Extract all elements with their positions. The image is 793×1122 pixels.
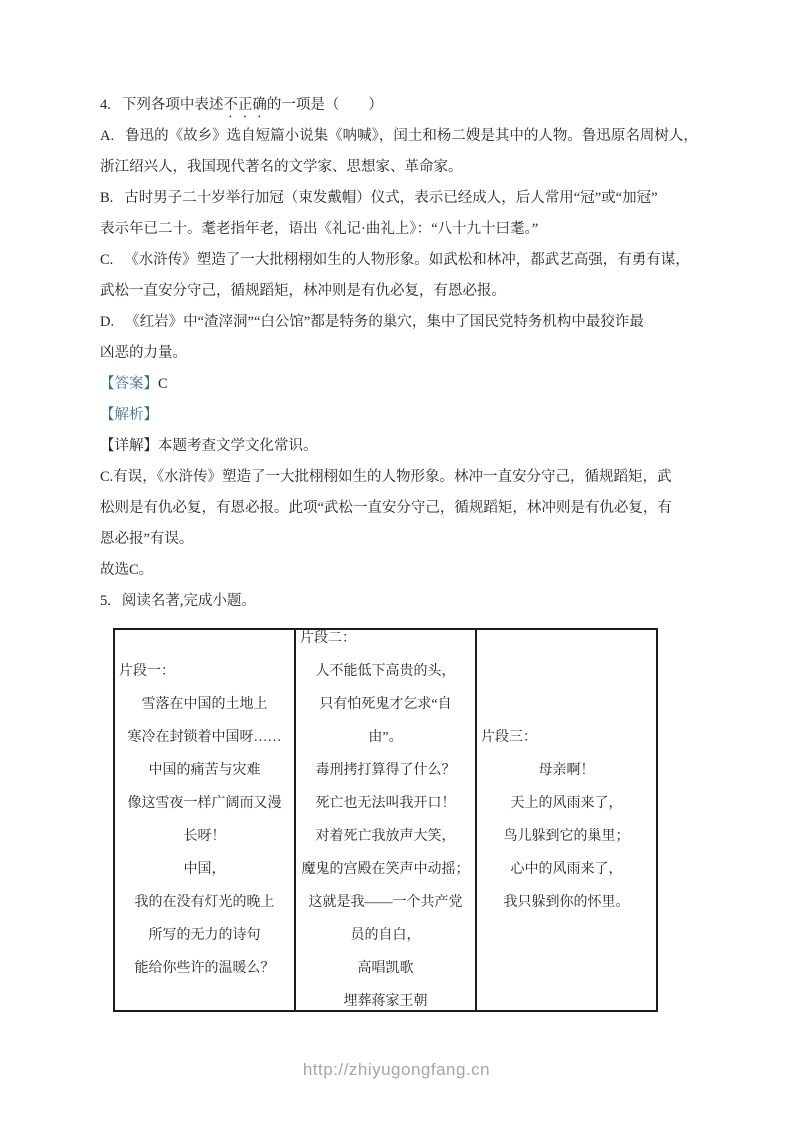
poem-line: 高唱凯歌	[357, 961, 414, 976]
question-4-stem	[100, 90, 692, 121]
question-5-text: 阅读名著,完成小题。	[121, 593, 256, 609]
detail-line	[100, 431, 692, 462]
detail-intro: 本题考查文学文化常识。	[158, 438, 318, 454]
poem-line: 长呀！	[183, 829, 226, 844]
poem-line: 心中的风雨来了，	[510, 862, 623, 877]
poem-line: 魔鬼的宫殿在笑声中动摇；	[301, 862, 470, 877]
option-c-line-2: 武松一直安分守己，循规蹈矩，林冲则是有仇必复，有恩必报。	[100, 283, 506, 299]
poem-line: 死亡也无法叫我开口！	[315, 796, 456, 811]
option-d-text: 《红岩》中“渣滓洞”“白公馆”都是特务的巢穴，集中了国民党特务机构中最狡诈最	[125, 314, 644, 330]
stem-text-suffix: 的一项是（ ）	[266, 97, 383, 113]
explanation-line-2: 松则是有仇必复，有恩必报。此项“武松一直安分守己，循规蹈矩，林冲则是有仇必复，有	[100, 500, 672, 516]
option-a-line-2: 浙江绍兴人，我国现代著名的文学家、思想家、革命家。	[100, 159, 463, 175]
explanation-line-3: 恩必报”有误。	[100, 531, 194, 547]
passage-2-lines	[300, 655, 471, 1010]
passage-1-label: 片段一：	[119, 664, 175, 679]
poem-line: 像这雪夜一样广阔而又漫	[127, 796, 282, 811]
stem-text-prefix: 下列各项中表述	[121, 97, 224, 113]
poem-line: 毒刑拷打算得了什么？	[315, 763, 456, 778]
poem-line: 由”。	[368, 730, 403, 745]
passage-column-2	[296, 630, 477, 1010]
answer-line	[100, 369, 692, 400]
poem-line: 埋葬蒋家王朝	[343, 994, 428, 1009]
passage-2-label: 片段二：	[300, 631, 356, 646]
option-b-text: 古时男子二十岁举行加冠（束发戴帽）仪式，表示已经成人，后人常用“冠”或“加冠”	[124, 190, 658, 206]
option-c-label: C.	[100, 252, 114, 268]
option-b-line-2: 表示年已二十。耄老指年老，语出《礼记·曲礼上》：“八十九十曰耄。”	[100, 221, 539, 237]
poem-line: 只有怕死鬼才乞求“自	[319, 697, 452, 712]
emphasized-text: 不正确	[223, 97, 267, 113]
answer-label: 【答案】	[100, 376, 158, 392]
passage-column-3	[477, 630, 656, 1010]
question-5-stem	[100, 586, 692, 617]
option-a-text: 鲁迅的《故乡》选自短篇小说集《呐喊》，闰土和杨二嫂是其中的人物。鲁迅原名周树人，	[125, 128, 698, 144]
option-b-line-1	[100, 183, 692, 214]
poem-line: 员的自白，	[350, 928, 421, 943]
poem-line: 我只躲到你的怀里。	[503, 895, 630, 910]
option-c-line-1	[100, 245, 692, 276]
poem-line: 天上的风雨来了，	[510, 796, 623, 811]
option-d-label: D.	[100, 314, 115, 330]
exam-content	[100, 90, 698, 617]
option-a-label: A.	[100, 128, 115, 144]
poem-line: 能给你些许的温暖么？	[134, 961, 275, 976]
poem-line: 所写的无力的诗句	[148, 928, 261, 943]
explanation-line-1: C.有误，《水浒传》塑造了一大批栩栩如生的人物形象。林冲一直安分守己，循规蹈矩，武	[100, 469, 672, 485]
passage-column-1	[115, 630, 296, 1010]
question-4-number: 4.	[100, 97, 111, 113]
option-a-line-1	[100, 121, 698, 152]
passage-1-lines	[119, 688, 290, 985]
poem-line: 雪落在中国的土地上	[141, 697, 268, 712]
poem-line: 母亲啊！	[538, 763, 595, 778]
poem-line: 鸟儿躲到它的巢里；	[503, 829, 630, 844]
poem-line: 人不能低下高贵的头，	[315, 664, 456, 679]
poem-line: 中国，	[183, 862, 226, 877]
passage-3-label: 片段三：	[481, 730, 537, 745]
analysis-line	[100, 400, 692, 431]
footer-url: http://zhiyugongfang.cn	[302, 1060, 491, 1079]
answer-value: C	[158, 376, 168, 392]
passage-table	[113, 628, 658, 1012]
question-5-number: 5.	[100, 593, 111, 609]
poem-line: 寒冷在封锁着中国呀……	[127, 730, 282, 745]
analysis-label: 【解析】	[100, 407, 158, 423]
poem-line: 这就是我——一个共产党	[308, 895, 463, 910]
option-d-line-1	[100, 307, 692, 338]
passage-3-lines	[481, 754, 652, 919]
option-c-text: 《水浒传》塑造了一大批栩栩如生的人物形象。如武松和林冲，都武艺高强，有勇有谋，	[124, 252, 690, 268]
poem-line: 对着死亡我放声大笑，	[315, 829, 456, 844]
option-d-line-2: 凶恶的力量。	[100, 345, 187, 361]
detail-label: 【详解】	[100, 438, 158, 454]
poem-line: 中国的痛苦与灾难	[148, 763, 261, 778]
poem-line: 我的在没有灯光的晚上	[134, 895, 275, 910]
option-b-label: B.	[100, 190, 114, 206]
conclusion-line: 故选C。	[100, 562, 154, 578]
